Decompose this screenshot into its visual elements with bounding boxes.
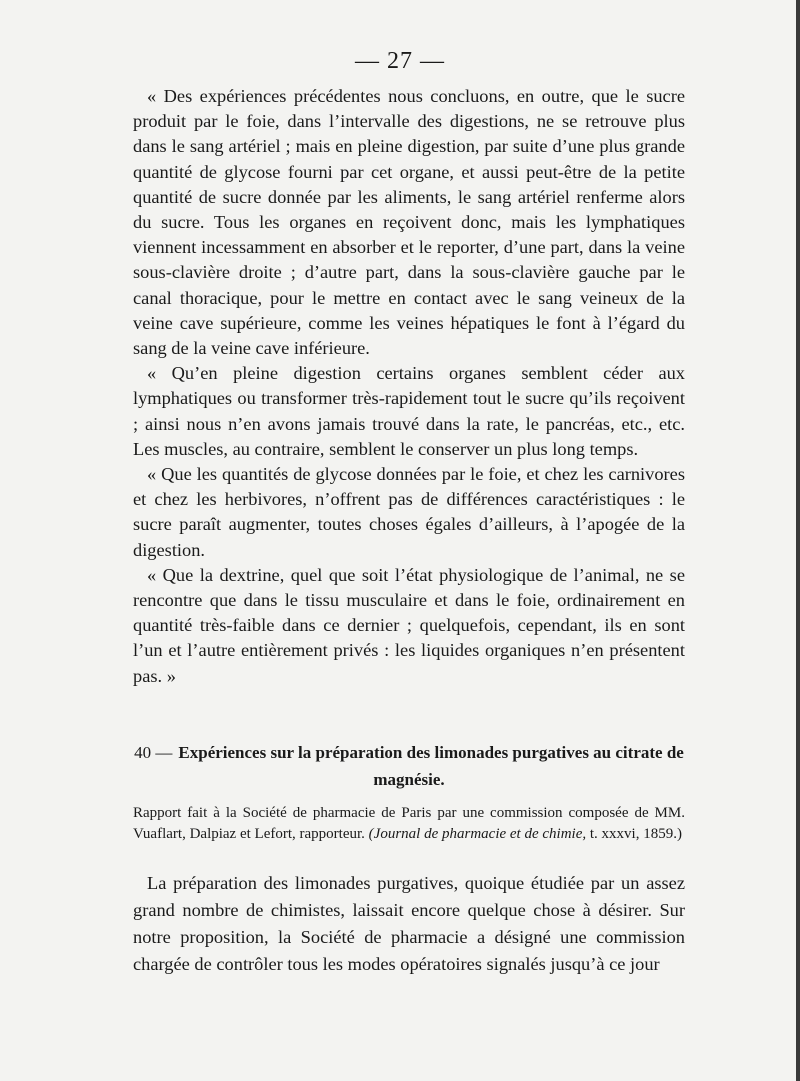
paragraph: « Qu’en pleine digestion certains organes semblent céder aux lymphatiques ou transformer très-rapidement tout le sucre qu’ils reçoivent ; ainsi nous n’en avons jamais trouvé dans la rate, le pancréas, etc., etc. Les muscles, au contraire, semblent le conserver un plus long temps. <box>133 363 685 459</box>
final-paragraph-block <box>133 870 685 978</box>
paragraph: « Que les quantités de glycose données par le foie, et chez les carnivores et chez les herbivores, n’offrent pas de différences caractéristiques : le sucre paraît augmenter, toutes choses égales d’ailleurs, à l’apogée de la digestion. <box>133 464 685 560</box>
section-number: 40 — <box>134 743 173 762</box>
paragraph: « Que la dextrine, quel que soit l’état physiologique de l’animal, ne se rencontre que dans le tissu musculaire et dans le foie, ordinairement en quantité très-faible dans ce dernier ; quelquefois, cependant, ils en sont l’un et l’autre entièrement privés : les liquides organiques n’en présentent pas. » <box>133 564 685 686</box>
page-edge <box>796 0 800 1081</box>
report-volume: t. xxxvi, 1859.) <box>589 826 682 842</box>
page-number: — 27 — <box>355 48 445 74</box>
body-text <box>133 84 685 689</box>
report-text <box>133 803 685 845</box>
section-heading <box>133 739 685 793</box>
section-title: Expériences sur la préparation des limonades purgatives au citrate de magnésie. <box>178 743 684 789</box>
paragraph: « Des expériences précédentes nous concluons, en outre, que le sucre produit par le foie, dans l’intervalle des digestions, ne se retrouve plus dans le sang artériel ; mais en pleine digestion, par suite d’une plus grande quantité de glycose fourni par cet organe, et aussi peut-être de la petite quantité de sucre donnée par les aliments, le sang artériel renferme alors du sucre. Tous les organes en reçoivent donc, mais les lymphatiques viennent incessamment en absorber et le reporter, d’une part, dans la veine sous-clavière droite ; d’autre part, dans la sous-clavière gauche par le canal thoracique, pour le mettre en contact avec le sang veineux de la veine cave supérieure, comme les veines hépatiques le font à l’égard du sang de la veine cave inférieure. <box>133 86 685 359</box>
paragraph: La préparation des limonades purgatives, quoique étudiée par un assez grand nombre de chimistes, laissait encore quelque chose à désirer. Sur notre proposition, la Société de pharmacie a désigné une commission chargée de contrôler tous les modes opératoires signalés jusqu’à ce jour <box>133 873 685 974</box>
report-body: Rapport fait à la Société de pharmacie de Paris par une commission composée de MM. Vuaflart, Dalpiaz et Lefort, rapporteur. <box>133 805 685 842</box>
report-journal: (Journal de pharmacie et de chimie, <box>368 826 587 842</box>
report-note <box>133 803 685 845</box>
